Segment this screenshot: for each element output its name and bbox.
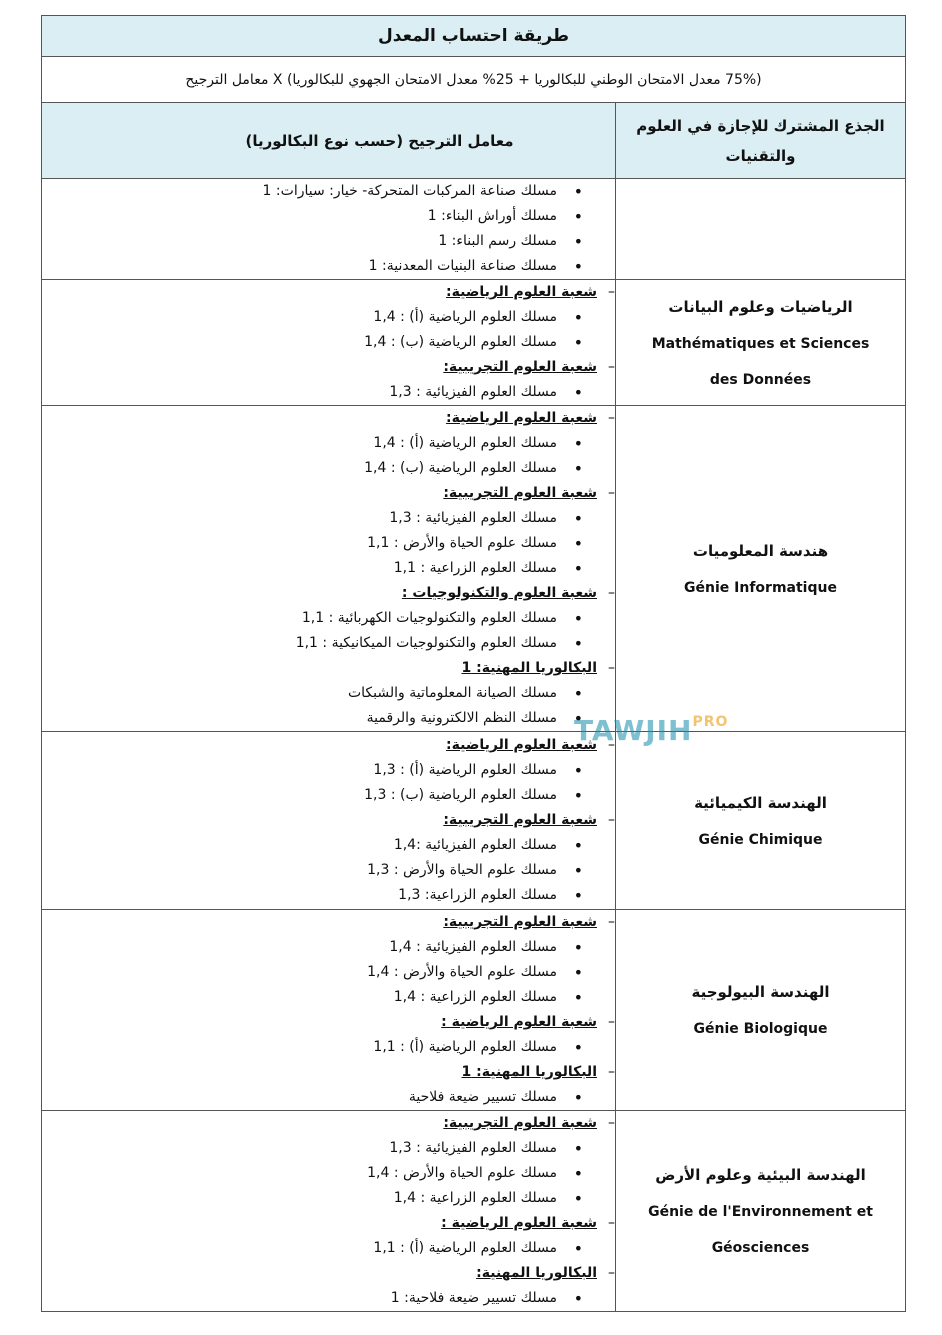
track-item: • مسلك العلوم الفيزيائية : 1,3 bbox=[50, 506, 597, 531]
coefficients-cell bbox=[42, 406, 615, 731]
coef-header: معامل الترجيح (حسب نوع البكالوريا) bbox=[245, 131, 514, 150]
track-item: • مسلك رسم البناء: 1 bbox=[50, 229, 597, 254]
header-row bbox=[42, 103, 905, 179]
coefficients-table bbox=[41, 15, 906, 1312]
track-group-heading: – شعبة العلوم التجريبية: bbox=[50, 1111, 597, 1136]
tawjih-logo bbox=[574, 714, 728, 747]
track-item: • مسلك العلوم الرياضية (ب) : 1,3 bbox=[50, 783, 597, 808]
program-cell bbox=[615, 406, 905, 731]
table-row bbox=[42, 406, 905, 732]
program-name-ar: الرياضيات وعلوم البيانات bbox=[668, 297, 853, 316]
program-cell bbox=[615, 1111, 905, 1311]
track-group-heading: – شعبة العلوم التجريبية: bbox=[50, 910, 597, 935]
track-group-heading: – شعبة العلوم التجريبية: bbox=[50, 808, 597, 833]
track-item: • مسلك العلوم الزراعية : 1,1 bbox=[50, 556, 597, 581]
formula-text: (75% معدل الامتحان الوطني للبكالوريا + 25% معدل الامتحان الجهوي للبكالوريا) X معامل الترجيح bbox=[42, 57, 905, 103]
logo-main-text: TAWJIH bbox=[574, 714, 693, 747]
track-item: • مسلك العلوم الزراعية : 1,4 bbox=[50, 1186, 597, 1211]
track-item: • مسلك العلوم الرياضية (أ) : 1,4 bbox=[50, 305, 597, 330]
program-header: الجذع المشترك للإجازة في العلوم والتقنيات bbox=[615, 103, 905, 178]
track-item: • مسلك تسيير ضيعة فلاحية: 1 bbox=[50, 1286, 597, 1311]
track-item: • مسلك صناعة البنيات المعدنية: 1 bbox=[50, 254, 597, 279]
coefficients-cell bbox=[42, 910, 615, 1110]
track-item: • مسلك العلوم الرياضية (ب) : 1,4 bbox=[50, 456, 597, 481]
program-name-ar: الهندسة البيولوجية bbox=[691, 983, 830, 1001]
track-item: • مسلك أوراش البناء: 1 bbox=[50, 204, 597, 229]
program-name-fr: Génie Biologique bbox=[693, 1021, 828, 1037]
track-item: • مسلك العلوم والتكنولوجيات الميكانيكية : 1,1 bbox=[50, 631, 597, 656]
track-item: • مسلك العلوم الفيزيائية : 1,4 bbox=[50, 935, 597, 960]
track-item: • مسلك العلوم الرياضية (أ) : 1,1 bbox=[50, 1236, 597, 1261]
track-item: • مسلك علوم الحياة والأرض : 1,3 bbox=[50, 858, 597, 883]
track-item: • مسلك العلوم الرياضية (أ) : 1,3 bbox=[50, 758, 597, 783]
program-cell bbox=[615, 732, 905, 909]
track-group-heading: – شعبة العلوم والتكنولوجيات : bbox=[50, 581, 597, 606]
track-item: • مسلك العلوم الفيزيائية : 1,3 bbox=[50, 380, 597, 405]
track-group-heading: – شعبة العلوم الرياضية : bbox=[50, 1211, 597, 1236]
program-name-fr: Génie Informatique bbox=[684, 579, 837, 596]
program-name-ar: الهندسة البيئية وعلوم الأرض bbox=[655, 1166, 866, 1184]
track-group-heading: – شعبة العلوم الرياضية: bbox=[50, 733, 597, 758]
table-body bbox=[42, 179, 905, 1311]
track-group-heading: – شعبة العلوم الرياضية: bbox=[50, 280, 597, 305]
track-item: • مسلك النظم الالكترونية والرقمية bbox=[50, 706, 597, 731]
track-item: • مسلك صناعة المركبات المتحركة- خيار: سيارات: 1 bbox=[50, 179, 597, 204]
track-group-heading: – شعبة العلوم الرياضية: bbox=[50, 406, 597, 431]
table-row bbox=[42, 1111, 905, 1311]
track-item: • مسلك العلوم والتكنولوجيات الكهربائية : 1,1 bbox=[50, 606, 597, 631]
program-cell bbox=[615, 179, 905, 279]
program-name-fr-cont: des Données bbox=[709, 371, 812, 388]
program-name-ar: الهندسة الكيميائية bbox=[694, 793, 827, 812]
program-cell bbox=[615, 910, 905, 1110]
track-item: • مسلك العلوم الزراعية : 1,4 bbox=[50, 985, 597, 1010]
track-item: • مسلك العلوم الفيزيائية :1,4 bbox=[50, 833, 597, 858]
program-name-fr: Génie Chimique bbox=[698, 831, 823, 848]
coefficients-cell bbox=[42, 732, 615, 909]
table-row bbox=[42, 732, 905, 910]
track-group-heading: – شعبة العلوم التجريبية: bbox=[50, 355, 597, 380]
track-group-heading: – البكالوريا المهنية: 1 bbox=[50, 656, 597, 681]
track-item: • مسلك العلوم الرياضية (أ) : 1,1 bbox=[50, 1035, 597, 1060]
table-row bbox=[42, 280, 905, 406]
track-item: • مسلك علوم الحياة والأرض : 1,1 bbox=[50, 531, 597, 556]
program-cell bbox=[615, 280, 905, 405]
coefficients-cell bbox=[42, 1111, 615, 1311]
track-item: • مسلك العلوم الرياضية (ب) : 1,4 bbox=[50, 330, 597, 355]
logo-pro-text: PRO bbox=[692, 714, 729, 730]
coefficients-cell bbox=[42, 179, 615, 279]
track-group-heading: – البكالوريا المهنية: 1 bbox=[50, 1060, 597, 1085]
coefficients-cell bbox=[42, 280, 615, 405]
table-row bbox=[42, 179, 905, 280]
track-group-heading: – البكالوريا المهنية: bbox=[50, 1261, 597, 1286]
table-row bbox=[42, 910, 905, 1111]
track-group-heading: – شعبة العلوم الرياضية : bbox=[50, 1010, 597, 1035]
track-item: • مسلك العلوم الرياضية (أ) : 1,4 bbox=[50, 431, 597, 456]
program-name-fr: Génie de l'Environnement et bbox=[648, 1204, 873, 1220]
track-item: • مسلك العلوم الفيزيائية : 1,3 bbox=[50, 1136, 597, 1161]
track-item: • مسلك الصيانة المعلوماتية والشبكات bbox=[50, 681, 597, 706]
track-item: • مسلك علوم الحياة والأرض : 1,4 bbox=[50, 960, 597, 985]
program-name-ar: هندسة المعلوميات bbox=[692, 541, 829, 560]
track-item: • مسلك تسيير ضيعة فلاحية bbox=[50, 1085, 597, 1110]
program-name-fr-cont: Géosciences bbox=[711, 1240, 810, 1256]
program-name-fr: Mathématiques et Sciences bbox=[651, 335, 870, 352]
track-item: • مسلك علوم الحياة والأرض : 1,4 bbox=[50, 1161, 597, 1186]
track-group-heading: – شعبة العلوم التجريبية: bbox=[50, 481, 597, 506]
table-title: طريقة احتساب المعدل bbox=[42, 16, 905, 57]
track-item: • مسلك العلوم الزراعية: 1,3 bbox=[50, 883, 597, 908]
